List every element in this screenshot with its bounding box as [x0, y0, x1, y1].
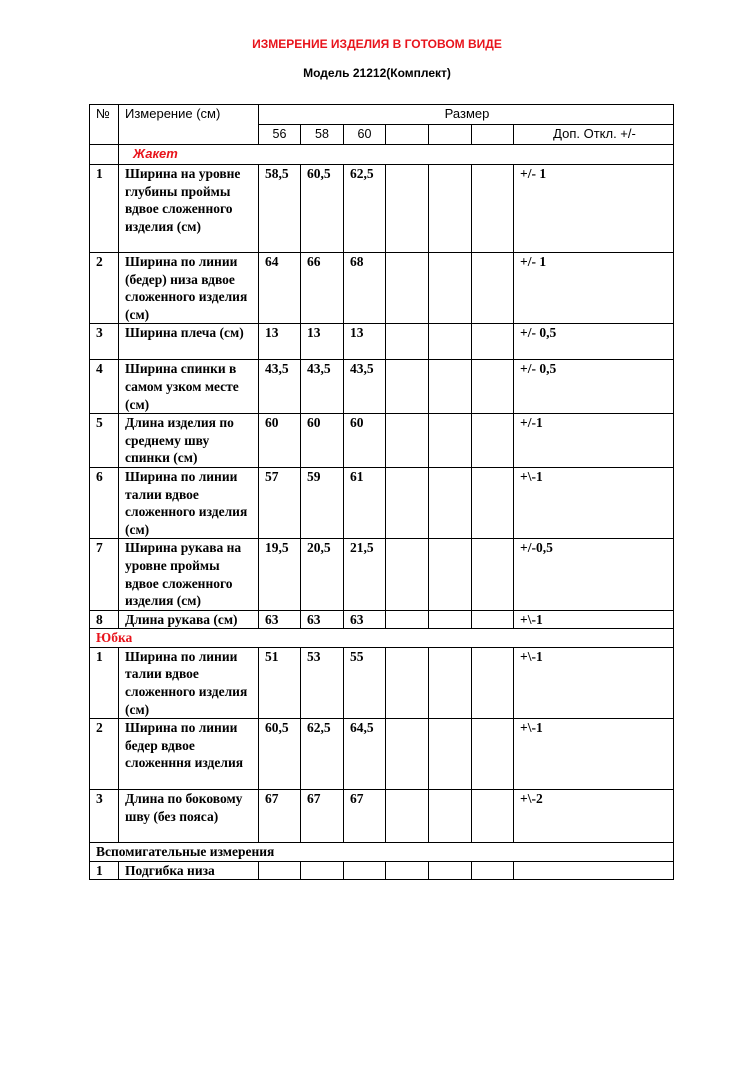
table-row	[90, 647, 674, 718]
row-value-58: 43,5	[301, 360, 344, 414]
row-measure-name: Ширина на уровне глубины проймы вдвое сложенного изделия (см)	[119, 165, 259, 253]
document-title: ИЗМЕРЕНИЕ ИЗДЕЛИЯ В ГОТОВОМ ВИДЕ	[252, 37, 502, 51]
row-value-56: 67	[259, 790, 301, 843]
row-tolerance: +/- 1	[514, 165, 674, 253]
row-value-58: 60,5	[301, 165, 344, 253]
row-tolerance: +/- 1	[514, 253, 674, 324]
row-value-60: 55	[344, 647, 386, 718]
row-value-60	[344, 861, 386, 880]
section-row-auxiliary	[90, 843, 674, 862]
row-number: 3	[90, 790, 119, 843]
size-56: 56	[259, 125, 301, 145]
table-row	[90, 414, 674, 468]
row-tolerance: +/-1	[514, 414, 674, 468]
size-58: 58	[301, 125, 344, 145]
table-row	[90, 324, 674, 360]
row-value-60: 13	[344, 324, 386, 360]
row-value-56: 51	[259, 647, 301, 718]
table-row	[90, 360, 674, 414]
row-value-56	[259, 861, 301, 880]
header-measure: Измерение (см)	[119, 105, 259, 145]
row-value-60: 21,5	[344, 539, 386, 610]
section-label-skirt: Юбка	[90, 629, 674, 648]
row-tolerance: +\-1	[514, 647, 674, 718]
table-row	[90, 861, 674, 880]
row-value-56: 43,5	[259, 360, 301, 414]
header-row-1	[90, 105, 674, 125]
table-row	[90, 467, 674, 538]
row-measure-name: Ширина плеча (см)	[119, 324, 259, 360]
row-tolerance	[514, 861, 674, 880]
section-row-skirt	[90, 629, 674, 648]
row-value-56: 63	[259, 610, 301, 629]
row-number: 1	[90, 861, 119, 880]
section-row-jacket	[90, 145, 674, 165]
row-tolerance: +\-1	[514, 467, 674, 538]
size-empty	[429, 125, 472, 145]
row-value-56: 19,5	[259, 539, 301, 610]
row-tolerance: +/- 0,5	[514, 324, 674, 360]
row-value-56: 60,5	[259, 719, 301, 790]
row-measure-name: Ширина по линии талии вдвое сложенного изделия (см)	[119, 467, 259, 538]
size-empty	[386, 125, 429, 145]
row-measure-name: Ширина по линии бедер вдвое сложенння изделия	[119, 719, 259, 790]
section-label-jacket: Жакет	[133, 146, 178, 161]
row-tolerance: +\-1	[514, 719, 674, 790]
row-value-58: 59	[301, 467, 344, 538]
table-row	[90, 610, 674, 629]
row-value-60: 60	[344, 414, 386, 468]
row-value-56: 13	[259, 324, 301, 360]
row-value-60: 68	[344, 253, 386, 324]
size-empty	[472, 125, 514, 145]
row-value-58: 67	[301, 790, 344, 843]
section-label-auxiliary: Вспомигательные измерения	[90, 843, 674, 862]
row-value-58: 13	[301, 324, 344, 360]
row-value-58	[301, 861, 344, 880]
row-value-58: 20,5	[301, 539, 344, 610]
row-value-58: 62,5	[301, 719, 344, 790]
header-size: Размер	[259, 105, 674, 125]
row-value-60: 64,5	[344, 719, 386, 790]
row-number: 7	[90, 539, 119, 610]
size-60: 60	[344, 125, 386, 145]
row-tolerance: +\-1	[514, 610, 674, 629]
row-number: 5	[90, 414, 119, 468]
row-value-56: 60	[259, 414, 301, 468]
row-measure-name: Ширина спинки в самом узком месте (см)	[119, 360, 259, 414]
row-measure-name: Ширина по линии (бедер) низа вдвое сложенного изделия (см)	[119, 253, 259, 324]
row-value-58: 63	[301, 610, 344, 629]
model-subtitle: Модель 21212(Комплект)	[303, 66, 451, 80]
table-row	[90, 719, 674, 790]
row-number: 1	[90, 165, 119, 253]
row-value-60: 67	[344, 790, 386, 843]
measurement-table	[89, 104, 674, 880]
row-measure-name: Длина рукава (см)	[119, 610, 259, 629]
row-value-56: 64	[259, 253, 301, 324]
row-measure-name: Длина по боковому шву (без пояса)	[119, 790, 259, 843]
row-value-56: 58,5	[259, 165, 301, 253]
row-measure-name: Подгибка низа	[119, 861, 259, 880]
row-measure-name: Длина изделия по среднему шву спинки (см)	[119, 414, 259, 468]
row-value-58: 60	[301, 414, 344, 468]
row-tolerance: +\-2	[514, 790, 674, 843]
row-value-58: 53	[301, 647, 344, 718]
table-row	[90, 253, 674, 324]
row-value-60: 43,5	[344, 360, 386, 414]
row-value-58: 66	[301, 253, 344, 324]
row-value-60: 61	[344, 467, 386, 538]
row-measure-name: Ширина по линии талии вдвое сложенного изделия (см)	[119, 647, 259, 718]
row-number: 8	[90, 610, 119, 629]
row-number: 3	[90, 324, 119, 360]
row-number: 2	[90, 253, 119, 324]
row-number: 4	[90, 360, 119, 414]
row-number: 2	[90, 719, 119, 790]
header-tolerance: Доп. Откл. +/-	[514, 125, 674, 145]
table-row	[90, 539, 674, 610]
header-number: №	[90, 105, 119, 145]
row-tolerance: +/-0,5	[514, 539, 674, 610]
table-row	[90, 165, 674, 253]
row-tolerance: +/- 0,5	[514, 360, 674, 414]
table-row	[90, 790, 674, 843]
row-value-60: 63	[344, 610, 386, 629]
row-value-60: 62,5	[344, 165, 386, 253]
row-number: 1	[90, 647, 119, 718]
row-measure-name: Ширина рукава на уровне проймы вдвое сложенного изделия (см)	[119, 539, 259, 610]
row-number: 6	[90, 467, 119, 538]
row-value-56: 57	[259, 467, 301, 538]
